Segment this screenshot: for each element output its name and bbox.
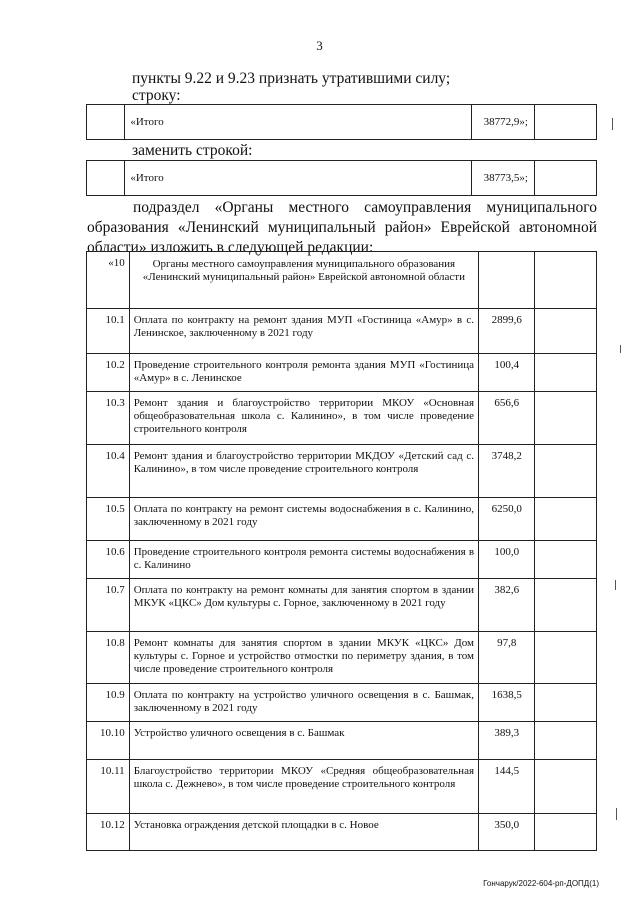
row-empty-cell: [535, 392, 597, 445]
row-value: 389,3: [479, 722, 535, 760]
new-total-label: «Итого: [125, 161, 472, 196]
header-number: «10: [87, 252, 130, 309]
row-number: 10.12: [87, 814, 130, 851]
row-number: 10.5: [87, 498, 130, 541]
row-empty-cell: [535, 684, 597, 722]
header-empty-cell: [535, 252, 597, 309]
row-number: 10.9: [87, 684, 130, 722]
table-row: [87, 498, 597, 541]
row-number: 10.7: [87, 579, 130, 632]
table-row: [87, 309, 597, 354]
row-value: 382,6: [479, 579, 535, 632]
row-number: 10.11: [87, 760, 130, 814]
row-text: Оплата по контракту на устройство уличного освещения в с. Башмак, заключенному в 2021 году: [129, 684, 478, 722]
row-empty-cell: [535, 722, 597, 760]
row-text: Ремонт здания и благоустройство территории МКОУ «Основная общеобразовательная школа с. Калинино», в том числе проведение строительного контроля: [129, 392, 478, 445]
row-value: 350,0: [479, 814, 535, 851]
row-text: Установка ограждения детской площадки в с. Новое: [129, 814, 478, 851]
header-value-cell: [479, 252, 535, 309]
row-number: 10.4: [87, 445, 130, 498]
section-paragraph: подраздел «Органы местного самоуправления муниципального образования «Ленинский муниципальный район» Еврейской автономной области» изложить в следующей редакции:: [87, 199, 597, 256]
row-text: Устройство уличного освещения в с. Башмак: [129, 722, 478, 760]
row-text: Ремонт здания и благоустройство территории МКДОУ «Детский сад с. Калинино», в том числе проведение строительного контроля: [129, 445, 478, 498]
table-row: [87, 760, 597, 814]
row-number: 10.10: [87, 722, 130, 760]
row-value: 100,0: [479, 541, 535, 579]
row-value: 97,8: [479, 632, 535, 684]
table-header-row: [87, 252, 597, 309]
new-total-table: [86, 160, 597, 196]
old-total-value: 38772,9»;: [472, 105, 535, 140]
row-value: 100,4: [479, 354, 535, 392]
row-empty-cell: [535, 541, 597, 579]
table-row: [87, 579, 597, 632]
row-text: Оплата по контракту на ремонт здания МУП «Гостиница «Амур» в с. Ленинское, заключенному в 2021 году: [129, 309, 478, 354]
page-number: 3: [316, 38, 323, 53]
row-number: 10.1: [87, 309, 130, 354]
row-text: Ремонт комнаты для занятия спортом в здании МКУК «ЦКС» Дом культуры с. Горное и устройство отмостки по периметру здания, в том числе проведение строительного контроля: [129, 632, 478, 684]
table-row: [87, 541, 597, 579]
row-number: 10.2: [87, 354, 130, 392]
scan-artifact-mark: [616, 808, 617, 820]
row-text: Оплата по контракту на ремонт комнаты для занятия спортом в здании МКУК «ЦКС» Дом культуры с. Горное, заключенному в 2021 году: [129, 579, 478, 632]
row-value: 6250,0: [479, 498, 535, 541]
row-value: 656,6: [479, 392, 535, 445]
table-row: [87, 392, 597, 445]
scan-artifact-mark: [612, 118, 613, 130]
row-number: 10.6: [87, 541, 130, 579]
old-total-label: «Итого: [125, 105, 472, 140]
row-text: Проведение строительного контроля ремонта здания МУП «Гостиница «Амур» в с. Ленинское: [129, 354, 478, 392]
new-total-empty-cell: [534, 161, 596, 196]
row-text: Оплата по контракту на ремонт системы водоснабжения в с. Калинино, заключенному в 2021 году: [129, 498, 478, 541]
row-empty-cell: [535, 814, 597, 851]
row-value: 3748,2: [479, 445, 535, 498]
intro-line-1: пункты 9.22 и 9.23 признать утратившими силу;: [132, 70, 451, 87]
old-total-empty-cell: [534, 105, 596, 140]
row-number: 10.3: [87, 392, 130, 445]
scan-artifact-mark: [615, 580, 616, 590]
row-empty-cell: [535, 354, 597, 392]
new-total-value: 38773,5»;: [472, 161, 535, 196]
row-number: 10.8: [87, 632, 130, 684]
header-title: Органы местного самоуправления муниципального образования «Ленинский муниципальный район» Еврейской автономной области: [129, 252, 478, 309]
table-row: [87, 354, 597, 392]
intro-line-2: строку:: [132, 87, 181, 104]
table-row: [87, 722, 597, 760]
budget-table: [86, 251, 597, 851]
row-empty-cell: [535, 498, 597, 541]
row-value: 1638,5: [479, 684, 535, 722]
replace-label: заменить строкой:: [132, 142, 253, 159]
row-empty-cell: [535, 309, 597, 354]
row-empty-cell: [535, 632, 597, 684]
table-row: [87, 814, 597, 851]
row-empty-cell: [535, 760, 597, 814]
row-value: 144,5: [479, 760, 535, 814]
row-text: Благоустройство территории МКОУ «Средняя общеобразовательная школа с. Дежнево», в том числе проведение строительного контроля: [129, 760, 478, 814]
scan-artifact-mark: [620, 345, 621, 353]
table-row: [87, 684, 597, 722]
document-footer-code: Гончарук/2022-604-рп-ДОПД(1): [483, 879, 599, 888]
new-total-num-cell: [87, 161, 125, 196]
row-empty-cell: [535, 579, 597, 632]
old-total-num-cell: [87, 105, 125, 140]
table-row: [87, 445, 597, 498]
row-value: 2899,6: [479, 309, 535, 354]
old-total-table: [86, 104, 597, 140]
row-empty-cell: [535, 445, 597, 498]
row-text: Проведение строительного контроля ремонта системы водоснабжения в с. Калинино: [129, 541, 478, 579]
table-row: [87, 632, 597, 684]
